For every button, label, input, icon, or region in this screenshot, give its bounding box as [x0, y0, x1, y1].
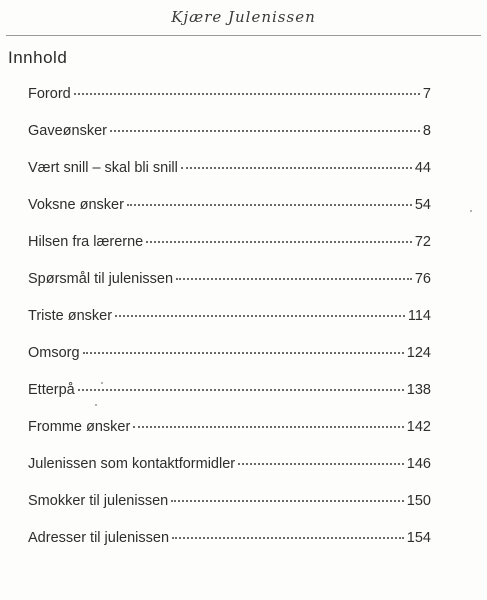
toc-entry — [28, 197, 431, 234]
toc-entry-page: 154 — [406, 530, 431, 546]
toc-entry-title: Vært snill – skal bli snill — [28, 160, 178, 176]
toc-entry-title: Adresser til julenissen — [28, 530, 170, 546]
toc-entry — [28, 160, 431, 197]
toc-entry — [28, 456, 431, 493]
toc-entry-title: Forord — [28, 86, 71, 102]
toc-entry-title: Triste ønsker — [28, 308, 113, 324]
toc-entry-title: Voksne ønsker — [28, 197, 124, 213]
toc-dot-leader — [181, 167, 412, 169]
toc-entry — [28, 123, 431, 160]
toc-entry-page: 114 — [407, 308, 431, 324]
paper-speck — [101, 382, 103, 384]
toc-dot-leader — [146, 241, 412, 243]
toc-entry — [28, 345, 431, 382]
toc-entry-page: 76 — [414, 271, 431, 287]
toc-dot-leader — [238, 463, 404, 465]
toc-entry — [28, 493, 431, 530]
toc-entry-page: 142 — [406, 419, 431, 435]
toc-entry — [28, 530, 431, 567]
toc-entry-title: Gaveønsker — [28, 123, 107, 139]
toc-entry-title: Fromme ønsker — [28, 419, 131, 435]
table-of-contents — [28, 86, 431, 567]
toc-entry-page: 7 — [422, 86, 431, 102]
toc-entry-page: 138 — [406, 382, 431, 398]
toc-dot-leader — [74, 93, 420, 95]
toc-dot-leader — [83, 352, 404, 354]
toc-entry-page: 124 — [406, 345, 431, 361]
toc-dot-leader — [133, 426, 403, 428]
toc-entry — [28, 382, 431, 419]
toc-entry — [28, 271, 431, 308]
toc-entry-page: 72 — [414, 234, 431, 250]
toc-dot-leader — [171, 500, 404, 502]
toc-entry-title: Spørsmål til julenissen — [28, 271, 174, 287]
toc-entry-page: 150 — [406, 493, 431, 509]
toc-entry-page: 146 — [406, 456, 431, 472]
toc-entry-title: Julenissen som kontaktformidler — [28, 456, 236, 472]
toc-entry-title: Etterpå — [28, 382, 75, 398]
toc-entry-title: Hilsen fra lærerne — [28, 234, 144, 250]
toc-entry-page: 8 — [422, 123, 431, 139]
toc-entry — [28, 419, 431, 456]
toc-entry — [28, 308, 431, 345]
toc-dot-leader — [127, 204, 412, 206]
paper-speck — [95, 404, 97, 406]
contents-heading: Innhold — [8, 48, 68, 67]
toc-entry — [28, 86, 431, 123]
toc-entry-title: Omsorg — [28, 345, 80, 361]
toc-dot-leader — [110, 130, 420, 132]
toc-entry-title: Smokker til julenissen — [28, 493, 169, 509]
toc-dot-leader — [78, 389, 404, 391]
running-head: Kjære Julenissen — [171, 8, 316, 26]
toc-entry-page: 44 — [414, 160, 431, 176]
toc-dot-leader — [115, 315, 405, 317]
header-rule — [6, 35, 481, 36]
toc-dot-leader — [172, 537, 404, 539]
paper-speck — [470, 210, 472, 212]
toc-entry — [28, 234, 431, 271]
toc-dot-leader — [176, 278, 412, 280]
toc-entry-page: 54 — [414, 197, 431, 213]
